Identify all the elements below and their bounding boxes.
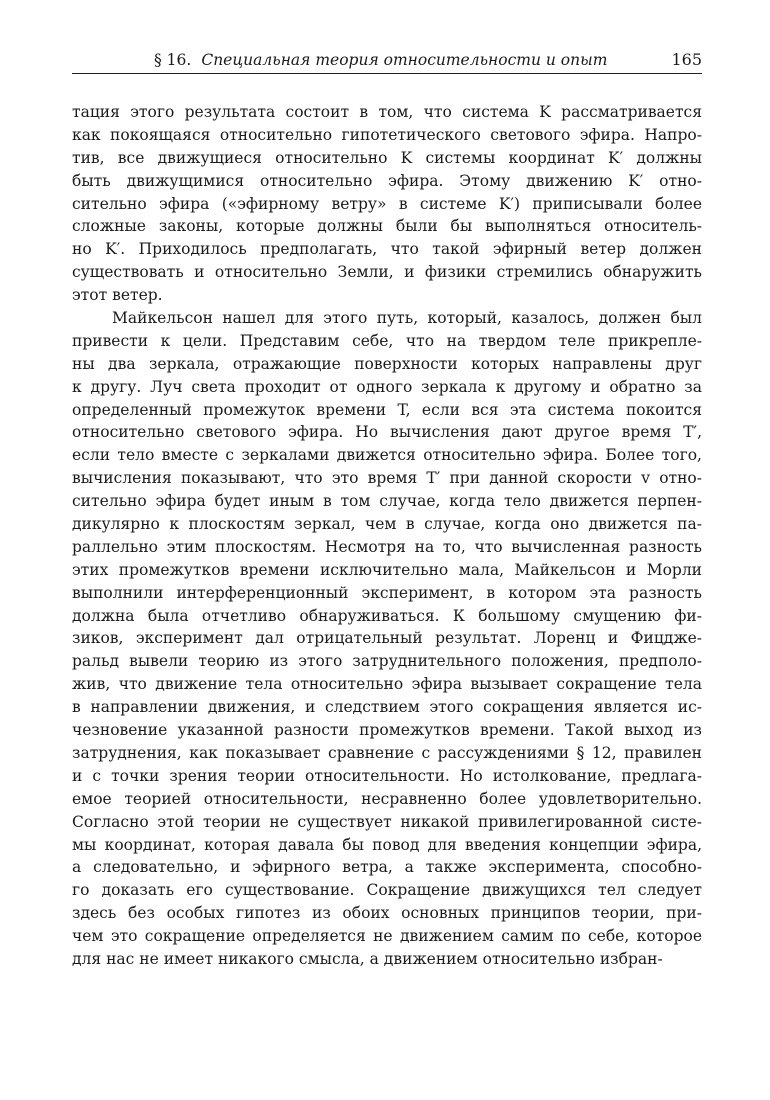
text-line: как покоящаяся относительно гипотетического светового эфира. Напро- [72,125,702,144]
text-line: затруднения, как показывает сравнение с рассуждениями § 12, правилен [72,743,702,762]
text-line: ральд вывели теорию из этого затруднительного положения, предполо- [72,652,702,671]
text-line: чезновение указанной разности промежутков времени. Такой выход из [72,721,702,740]
text-line: вычисления показывают, что это время T′ при данной скорости v отно- [72,469,702,488]
text-line: мы координат, которая давала бы повод для введения концепции эфира, [72,835,702,854]
section-title: Специальная теория относительности и опыт [201,51,608,69]
text-line: привести к цели. Представим себе, что на твердом теле прикрепле- [72,331,702,350]
text-line: жив, что движение тела относительно эфира вызывает сокращение тела [72,675,702,694]
text-line: тив, все движущиеся относительно K системы координат K′ должны [72,148,702,167]
text-line: ны два зеркала, отражающие поверхности которых направлены друг [72,354,702,373]
text-line: для нас не имеет никакого смысла, а движением относительно избран- [72,949,663,968]
text-line: Майкельсон нашел для этого путь, который, казалось, должен был [112,309,702,328]
section-number: § 16. [154,51,192,69]
text-line: дикулярно к плоскостям зеркал, чем в случае, когда оно движется па- [72,515,702,534]
header-left [154,51,607,69]
text-line: чем это сокращение определяется не движением самим по себе, которое [72,927,702,946]
text-line: зиков, эксперимент дал отрицательный результат. Лоренц и Фицдже- [72,629,702,648]
text-line: здесь без особых гипотез из обоих основных принципов теории, при- [72,904,702,923]
paragraph [72,307,702,971]
page-number: 165 [671,50,702,69]
text-line: существовать и относительно Земли, и физики стремились обнаружить [72,263,702,282]
text-line: тация этого результата состоит в том, что система K рассматривается [72,103,702,121]
text-line: а следовательно, и эфирного ветра, а также эксперимента, способно- [72,858,702,877]
text-line: определенный промежуток времени T, если вся эта система покоится [72,400,702,419]
text-line: этот ветер. [72,286,163,305]
paragraph [72,101,702,307]
text-line: быть движущимися относительно эфира. Этому движению K′ отно- [72,171,702,190]
text-line: раллельно этим плоскостям. Несмотря на то, что вычисленная разность [72,537,702,556]
text-line: го доказать его существование. Сокращение движущихся тел следует [72,881,702,900]
text-line: в направлении движения, и следствием этого сокращения является ис- [72,698,702,717]
body-text [72,101,702,971]
text-line: выполнили интерференционный эксперимент, в котором эта разность [72,583,702,602]
text-line: емое теорией относительности, несравненно более удовлетворительно. [72,789,702,808]
text-line: но K′. Приходилось предполагать, что такой эфирный ветер должен [72,240,702,259]
text-line: сительно эфира («эфирному ветру» в системе K′) приписывали более [72,194,702,213]
text-line: если тело вместе с зеркалами движется относительно эфира. Более того, [72,446,702,465]
text-line: должна была отчетливо обнаруживаться. К большому смущению фи- [72,606,702,625]
text-line: сложные законы, которые должны были бы выполняться относитель- [72,217,702,236]
text-line: относительно светового эфира. Но вычисления дают другое время T′, [72,423,702,442]
text-line: Согласно этой теории не существует никакой привилегированной систе- [72,812,702,831]
text-line: и с точки зрения теории относительности. Но истолкование, предлага- [72,766,702,785]
running-header [72,50,702,74]
text-line: к другу. Луч света проходит от одного зеркала к другому и обратно за [72,377,702,396]
text-line: сительно эфира будет иным в том случае, когда тело движется перпен- [72,492,702,511]
text-line: этих промежутков времени исключительно мала, Майкельсон и Морли [72,560,702,579]
